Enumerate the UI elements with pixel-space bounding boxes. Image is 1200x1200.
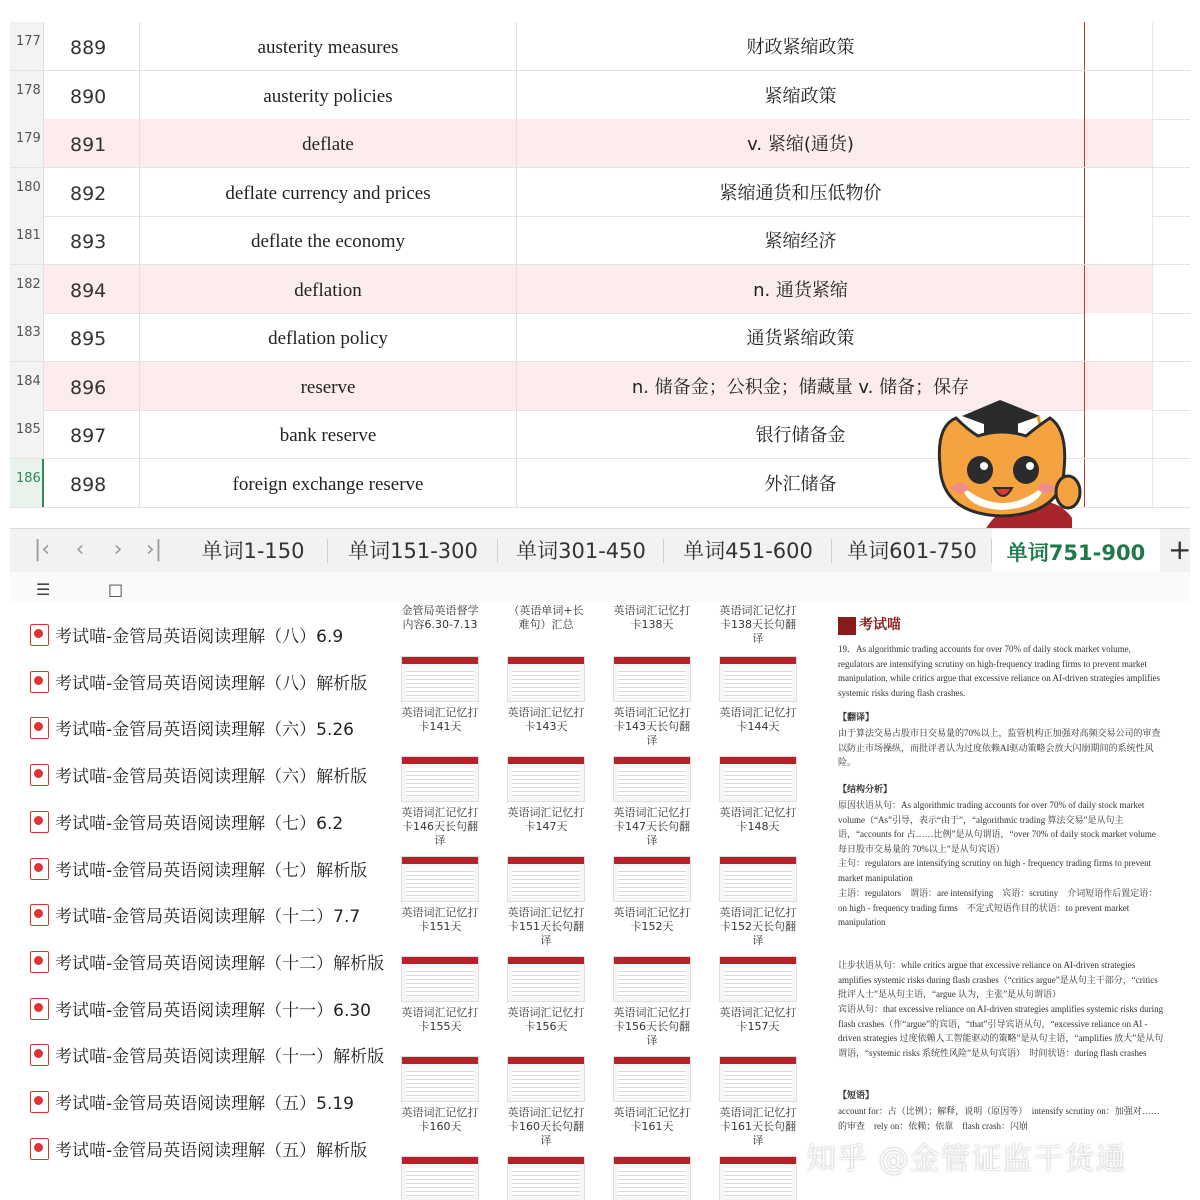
thumbnail-caption: 英语词汇记忆打卡156天	[507, 1006, 585, 1033]
thumbnail-image	[613, 856, 691, 902]
chinese-meaning-cell[interactable]: 紧缩政策	[517, 71, 1085, 119]
file-thumbnail[interactable]	[718, 604, 798, 646]
thumbnail-image	[507, 856, 585, 902]
file-name: 考试喵-金管局英语阅读理解（八）解析版	[55, 673, 368, 694]
file-name: 考试喵-金管局英语阅读理解（五）5.19	[55, 1094, 354, 1114]
file-thumbnail[interactable]	[400, 956, 480, 1034]
english-term-cell[interactable]: deflate currency and prices	[140, 168, 517, 216]
sheet-row[interactable]	[10, 216, 1190, 265]
analysis-document	[832, 602, 1190, 1200]
thumbnail-caption: 英语词汇记忆打卡160天	[401, 1106, 479, 1133]
thumbnail-image	[507, 756, 585, 802]
thumbnail-caption: 英语词汇记忆打卡155天	[401, 1006, 479, 1033]
english-term-cell[interactable]: deflate the economy	[140, 216, 517, 264]
thumbnail-caption: 英语词汇记忆打卡147天	[507, 806, 585, 833]
english-term-cell[interactable]: bank reserve	[140, 410, 517, 458]
structure-text-4: 让步状语从句：while critics argue that excessive reliance on AI-driven strategies amplifies systemic risks during flash crashes（“critics argue”是从句主干部分，“critics 批评人士”是从句主语，“argue 认为，主张”是从句谓语）	[838, 960, 1158, 999]
chinese-meaning-cell[interactable]: 银行储备金	[517, 410, 1085, 458]
thumbnail-caption: 英语词汇记忆打卡151天长句翻译	[507, 906, 585, 947]
file-thumbnail[interactable]	[612, 856, 692, 934]
word-number-cell[interactable]: 898	[44, 459, 140, 507]
thumbnail-caption: （英语单词+长难句）汇总	[508, 604, 584, 631]
empty-cell[interactable]	[1085, 362, 1153, 410]
pdf-icon	[30, 951, 49, 973]
file-thumbnail[interactable]	[506, 1056, 586, 1148]
row-number[interactable]: 179	[10, 119, 44, 167]
pdf-icon	[30, 858, 49, 880]
sheet-tab-bar	[10, 528, 1190, 573]
sheet-row[interactable]	[10, 265, 1190, 314]
file-name: 考试喵-金管局英语阅读理解（十一）解析版	[55, 1047, 385, 1068]
pdf-file-item[interactable]	[30, 856, 367, 886]
structure-heading: 【结构分析】	[838, 784, 893, 794]
thumbnail-image	[507, 956, 585, 1002]
thumbnail-caption: 英语词汇记忆打卡144天	[719, 706, 797, 733]
structure-text-3: 主语：regulators 谓语：are intensifying 宾语：scrutiny 介词短语作后置定语：on high - frequency trading firms 不定式短语作目的状语：to prevent market manipulation	[838, 888, 1158, 927]
thumbnail-caption: 英语词汇记忆打卡143天	[507, 706, 585, 733]
thumbnail-caption: 英语词汇记忆打卡148天	[719, 806, 797, 833]
sheet-row[interactable]	[10, 168, 1190, 217]
empty-cell[interactable]	[1085, 168, 1153, 216]
file-name: 考试喵-金管局英语阅读理解（十二）7.7	[55, 907, 361, 928]
thumbnail-image	[401, 1156, 479, 1200]
pdf-icon	[30, 904, 49, 926]
word-number-cell[interactable]: 894	[44, 265, 140, 313]
pdf-file-item[interactable]	[30, 1136, 367, 1166]
sheet-row[interactable]	[10, 22, 1190, 71]
next-sheet-icon[interactable]: ›	[113, 537, 123, 562]
sheet-row[interactable]	[10, 313, 1190, 362]
sheet-tab[interactable]: 单词1-150	[178, 529, 328, 573]
row-number[interactable]: 181	[10, 216, 44, 264]
cat-mascot-sticker	[922, 396, 1092, 536]
sheet-tab[interactable]: 单词751-900	[992, 529, 1160, 575]
thumbnail-image	[401, 1056, 479, 1102]
row-number[interactable]: 182	[10, 265, 44, 313]
toolbar-strip	[10, 572, 1190, 602]
file-name: 考试喵-金管局英语阅读理解（十一）6.30	[55, 1000, 371, 1021]
thumbnail-caption: 金管局英语督学内容6.30-7.13	[401, 604, 479, 631]
file-thumbnail[interactable]	[718, 756, 798, 834]
file-name: 考试喵-金管局英语阅读理解（五）解析版	[55, 1140, 368, 1161]
structure-text-2: 主句：regulators are intensifying scrutiny on high - frequency trading firms to prevent market manipulation	[838, 858, 1152, 883]
file-thumbnail[interactable]	[506, 956, 586, 1034]
thumbnail-image	[719, 956, 797, 1002]
row-number[interactable]: 178	[10, 71, 44, 119]
file-thumbnail[interactable]	[612, 604, 692, 632]
file-thumbnail[interactable]	[612, 756, 692, 848]
english-term-cell[interactable]: reserve	[140, 362, 517, 410]
file-thumbnail-partial[interactable]	[400, 1156, 480, 1200]
pdf-icon	[30, 998, 49, 1020]
thumbnail-caption: 英语词汇记忆打卡161天长句翻译	[719, 1106, 797, 1147]
file-thumbnail[interactable]	[400, 756, 480, 848]
empty-cell[interactable]	[1085, 216, 1153, 264]
empty-cell[interactable]	[1085, 265, 1153, 313]
sheet-tab[interactable]: 单词301-450	[498, 529, 664, 573]
row-number[interactable]: 184	[10, 362, 44, 410]
file-name: 考试喵-金管局英语阅读理解（七）6.2	[55, 813, 344, 834]
file-thumbnail[interactable]	[718, 1056, 798, 1148]
chinese-meaning-cell[interactable]: 通货紧缩政策	[517, 313, 1085, 361]
file-thumbnail[interactable]	[400, 856, 480, 934]
thumbnail-image	[507, 656, 585, 702]
thumbnail-caption: 英语词汇记忆打卡146天长句翻译	[401, 806, 479, 847]
prev-sheet-icon[interactable]: ‹	[75, 537, 85, 562]
file-thumbnail-partial[interactable]	[718, 1156, 798, 1200]
word-number-cell[interactable]: 893	[44, 216, 140, 264]
word-number-cell[interactable]: 897	[44, 410, 140, 458]
thumbnail-image	[401, 956, 479, 1002]
row-number[interactable]: 180	[10, 168, 44, 216]
pdf-file-item[interactable]	[30, 809, 343, 839]
chinese-meaning-cell[interactable]: 外汇储备	[517, 459, 1085, 507]
pdf-file-item[interactable]	[30, 1089, 354, 1119]
file-name: 考试喵-金管局英语阅读理解（十二）解析版	[55, 953, 385, 974]
thumbnail-image	[719, 1056, 797, 1102]
file-thumbnail[interactable]	[718, 656, 798, 734]
thumbnail-grid	[398, 602, 828, 1200]
translation-text: 由于算法交易占股市日交易量的70%以上，监管机构正加强对高频交易公司的审查以防止市场操纵，而批评者认为过度依赖AI驱动策略会放大闪崩期间的系统性风险。	[838, 728, 1161, 767]
pdf-file-item[interactable]	[30, 1042, 384, 1072]
row-number[interactable]: 177	[10, 22, 44, 70]
chinese-meaning-cell[interactable]: 紧缩通货和压低物价	[517, 168, 1085, 216]
chinese-meaning-cell[interactable]: n. 通货紧缩	[517, 265, 1085, 313]
english-term-cell[interactable]: deflation policy	[140, 313, 517, 361]
english-term-cell[interactable]: austerity policies	[140, 71, 517, 119]
english-term-cell[interactable]: foreign exchange reserve	[140, 459, 517, 507]
thumbnail-image	[401, 756, 479, 802]
thumbnail-caption: 英语词汇记忆打卡138天长句翻译	[719, 604, 797, 645]
sheet-tab[interactable]: 单词151-300	[328, 529, 498, 573]
structure-text-5: 宾语从句：that excessive reliance on AI-driven strategies amplifies systemic risks during flash crashes（作“argue”的宾语，“that”引导宾语从句，“excessive reliance on AI - driven strategies 过度依赖人工智能驱动的策略”是从句主语，“amplifies 放大”是从句谓语，“systemic risks 系统性风险”是从句宾语） 时间状语：during flash crashes	[838, 1004, 1164, 1058]
translation-heading: 【翻译】	[838, 712, 875, 722]
logo-icon	[838, 617, 856, 635]
sheet-row[interactable]	[10, 119, 1190, 168]
doc-logo-text: 考试喵	[859, 618, 901, 633]
thumbnail-caption: 英语词汇记忆打卡147天长句翻译	[613, 806, 691, 847]
pdf-file-item[interactable]	[30, 996, 371, 1026]
pdf-file-item[interactable]	[30, 762, 367, 792]
word-number-cell[interactable]: 895	[44, 313, 140, 361]
layout-icon[interactable]: □	[108, 580, 124, 599]
thumbnail-caption: 英语词汇记忆打卡160天长句翻译	[507, 1106, 585, 1147]
thumbnail-caption: 英语词汇记忆打卡152天	[613, 906, 691, 933]
file-name: 考试喵-金管局英语阅读理解（七）解析版	[55, 860, 368, 881]
file-name: 考试喵-金管局英语阅读理解（八）6.9	[55, 627, 344, 647]
zhihu-watermark: 知乎 @金管证监干货通	[806, 1142, 1127, 1177]
empty-cell[interactable]	[1085, 410, 1153, 458]
file-thumbnail[interactable]	[400, 1056, 480, 1134]
pdf-icon	[30, 717, 49, 739]
word-number-cell[interactable]: 889	[44, 22, 140, 70]
pdf-icon	[30, 811, 49, 833]
sheet-tab[interactable]: 单词601-750	[832, 529, 992, 573]
sheet-tab[interactable]: 单词451-600	[664, 529, 832, 573]
english-term-cell[interactable]: deflation	[140, 265, 517, 313]
chinese-meaning-cell[interactable]: v. 紧缩(通货)	[517, 119, 1085, 167]
file-thumbnail[interactable]	[506, 856, 586, 948]
pdf-icon	[30, 671, 49, 693]
structure-text-1: 原因状语从句：As algorithmic trading accounts for over 70% of daily stock market volume（“As”引导，表示“由于”，“algorithmic trading 算法交易”是从句主语，“accounts for 占……比例”是从句谓语，“over 70% of daily stock market volume 每日股市交易量的 70%以上”是从句宾语）	[838, 800, 1156, 854]
thumbnail-caption: 英语词汇记忆打卡157天	[719, 1006, 797, 1033]
empty-cell[interactable]	[1085, 71, 1153, 119]
file-thumbnail[interactable]	[612, 1056, 692, 1134]
english-term-cell[interactable]: deflate	[140, 119, 517, 167]
sentence-text: 19．As algorithmic trading accounts for over 70% of daily stock market volume, regulators are intensifying scrutiny on high-frequency trading firms to prevent market manipulation, while critics argue that excessive reliance on AI-driven strategies amplifies systemic risks during flash crashes.	[838, 644, 1160, 698]
thumbnail-image	[719, 1156, 797, 1200]
thumbnail-image	[613, 1056, 691, 1102]
english-term-cell[interactable]: austerity measures	[140, 22, 517, 70]
phrases-heading: 【短语】	[838, 1090, 875, 1100]
file-thumbnail[interactable]	[400, 656, 480, 734]
word-number-cell[interactable]: 892	[44, 168, 140, 216]
empty-cell[interactable]	[1085, 459, 1153, 507]
pdf-file-item[interactable]	[30, 622, 343, 652]
thumbnail-caption: 英语词汇记忆打卡156天长句翻译	[613, 1006, 691, 1047]
phrases-text: account for：占（比例）；解释，说明（原因等） intensify scrutiny on：加强对……的审查 rely on：依赖；依靠 flash crash：闪崩	[838, 1106, 1160, 1131]
thumbnail-image	[613, 1156, 691, 1200]
thumbnail-image	[719, 856, 797, 902]
thumbnail-caption: 英语词汇记忆打卡152天长句翻译	[719, 906, 797, 947]
empty-cell[interactable]	[1085, 119, 1153, 167]
pdf-icon	[30, 624, 49, 646]
file-thumbnail[interactable]	[718, 956, 798, 1034]
pdf-file-item[interactable]	[30, 669, 367, 699]
empty-cell[interactable]	[1085, 22, 1153, 70]
thumbnail-image	[401, 856, 479, 902]
word-number-cell[interactable]: 890	[44, 71, 140, 119]
thumbnail-image	[401, 656, 479, 702]
row-number[interactable]: 185	[10, 410, 44, 458]
chinese-meaning-cell[interactable]: n. 储备金；公积金；储藏量 v. 储备；保存	[517, 362, 1085, 410]
pdf-file-item[interactable]	[30, 949, 384, 979]
row-number[interactable]: 186	[10, 459, 44, 507]
thumbnail-caption: 英语词汇记忆打卡141天	[401, 706, 479, 733]
doc-logo	[838, 614, 901, 635]
pdf-file-list	[0, 602, 395, 1200]
thumbnail-image	[719, 656, 797, 702]
file-thumbnail[interactable]	[718, 856, 798, 948]
thumbnail-image	[507, 1056, 585, 1102]
file-thumbnail[interactable]	[400, 604, 480, 632]
last-sheet-icon[interactable]: ›|	[145, 537, 163, 562]
empty-cell[interactable]	[1085, 313, 1153, 361]
file-thumbnail[interactable]	[506, 756, 586, 834]
pdf-icon	[30, 1091, 49, 1113]
file-thumbnail[interactable]	[506, 656, 586, 734]
file-thumbnail[interactable]	[612, 656, 692, 748]
thumbnail-image	[613, 756, 691, 802]
word-number-cell[interactable]: 896	[44, 362, 140, 410]
thumbnail-caption: 英语词汇记忆打卡138天	[613, 604, 691, 631]
pdf-file-item[interactable]	[30, 715, 354, 745]
row-number[interactable]: 183	[10, 313, 44, 361]
format-icon[interactable]: ☰	[36, 580, 51, 599]
chinese-meaning-cell[interactable]: 紧缩经济	[517, 216, 1085, 264]
file-thumbnail-partial[interactable]	[612, 1156, 692, 1200]
add-sheet-button[interactable]: +	[1168, 533, 1192, 566]
file-name: 考试喵-金管局英语阅读理解（六）解析版	[55, 767, 368, 788]
pdf-icon	[30, 1138, 49, 1160]
thumbnail-image	[507, 1156, 585, 1200]
thumbnail-image	[719, 756, 797, 802]
first-sheet-icon[interactable]: |‹	[33, 537, 51, 562]
pdf-file-item[interactable]	[30, 902, 360, 932]
pdf-icon	[30, 1044, 49, 1066]
sheet-row[interactable]	[10, 71, 1190, 120]
pdf-icon	[30, 764, 49, 786]
file-name: 考试喵-金管局英语阅读理解（六）5.26	[55, 720, 354, 741]
thumbnail-image	[613, 656, 691, 702]
file-thumbnail[interactable]	[612, 956, 692, 1048]
thumbnail-caption: 英语词汇记忆打卡143天长句翻译	[613, 706, 691, 747]
file-thumbnail-partial[interactable]	[506, 1156, 586, 1200]
chinese-meaning-cell[interactable]: 财政紧缩政策	[517, 22, 1085, 70]
word-number-cell[interactable]: 891	[44, 119, 140, 167]
thumbnail-caption: 英语词汇记忆打卡151天	[401, 906, 479, 933]
thumbnail-image	[613, 956, 691, 1002]
file-thumbnail[interactable]	[506, 604, 586, 632]
thumbnail-caption: 英语词汇记忆打卡161天	[613, 1106, 691, 1133]
